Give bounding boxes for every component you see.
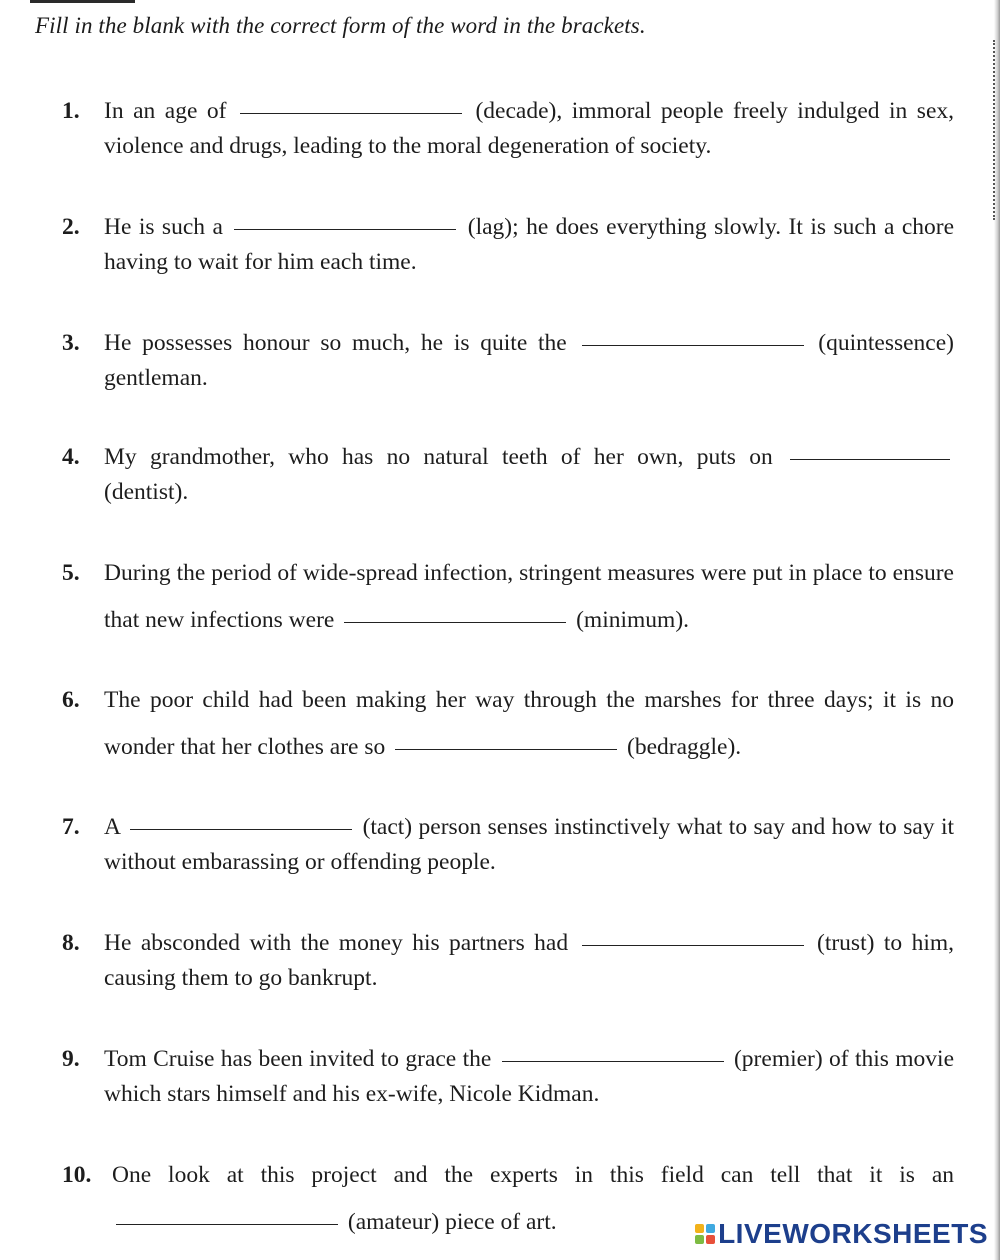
logo-grid-icon [695,1224,715,1244]
answer-blank-4[interactable] [790,458,950,460]
question-hint: (bedraggle). [627,734,742,760]
question-body [104,1042,954,1112]
question-text: Tom Cruise has been invited to grace the [104,1046,492,1072]
question-number: 7. [62,814,80,840]
top-rule [30,0,135,3]
question-text: One look at this project and the experts in this field can tell that it is an [112,1162,954,1188]
answer-blank-3[interactable] [582,344,804,346]
question-4 [62,440,954,510]
question-hint: (trust) to him, causing them to go bankrupt. [104,930,955,991]
question-hint: (quintessence) gentleman. [104,330,954,391]
answer-blank-10[interactable] [116,1223,338,1225]
question-hint: (tact) person senses instinctively what to say and how to say it without embarassing or offending people. [104,814,955,875]
question-text: He absconded with the money his partners had [104,930,569,956]
answer-blank-6[interactable] [395,748,617,750]
logo-square [706,1224,715,1233]
question-text: In an age of [104,98,227,124]
question-hint: (lag); he does everything slowly. It is such a chore having to wait for him each time. [104,214,955,275]
question-number: 9. [62,1046,80,1072]
question-5 [62,550,954,644]
question-text: During the period of wide-spread infection, stringent measures were put in place to ensure that new infections were [104,560,954,633]
question-number: 1. [62,98,80,124]
question-number: 4. [62,444,80,470]
question-number: 2. [62,214,80,240]
question-7 [62,810,954,880]
question-body [104,810,954,880]
liveworksheets-logo[interactable] [695,1218,988,1250]
question-text: My grandmother, who has no natural teeth of her own, puts on [104,444,773,470]
answer-blank-2[interactable] [234,228,456,230]
answer-blank-9[interactable] [502,1060,724,1062]
question-text: The poor child had been making her way through the marshes for three days; it is no wonder that her clothes are so [104,687,954,760]
question-hint: (decade), immoral people freely indulged in sex, violence and drugs, leading to the moral degeneration of society. [104,98,955,159]
page-edge-marks [993,40,997,220]
question-9 [62,1042,954,1112]
answer-blank-8[interactable] [582,944,804,946]
answer-blank-5[interactable] [344,621,566,623]
question-text: He possesses honour so much, he is quite the [104,330,567,356]
logo-square [695,1224,704,1233]
question-body [104,926,954,996]
question-body [104,326,954,396]
logo-text: LIVEWORKSHEETS [718,1218,988,1249]
question-body [104,550,954,644]
question-number: 10. [62,1162,92,1188]
question-8 [62,926,954,996]
question-hint: (dentist). [104,479,189,505]
answer-blank-7[interactable] [130,828,352,830]
question-hint: (minimum). [576,607,690,633]
question-number: 5. [62,560,80,586]
question-number: 6. [62,687,80,713]
question-text: A [104,814,120,840]
question-body [104,210,954,280]
question-number: 8. [62,930,80,956]
instruction-text: Fill in the blank with the correct form of the word in the brackets. [35,13,646,38]
question-body [104,440,954,510]
logo-square [695,1235,704,1244]
question-text: He is such a [104,214,223,240]
question-number: 3. [62,330,80,356]
question-body [104,94,954,164]
question-2 [62,210,954,280]
logo-square [706,1235,715,1244]
question-1 [62,94,954,164]
question-3 [62,326,954,396]
question-hint: (premier) of this movie which stars himself and his ex-wife, Nicole Kidman. [104,1046,954,1107]
question-body [104,677,954,771]
question-hint: (amateur) piece of art. [347,1209,557,1235]
answer-blank-1[interactable] [240,112,462,114]
question-6 [62,677,954,771]
